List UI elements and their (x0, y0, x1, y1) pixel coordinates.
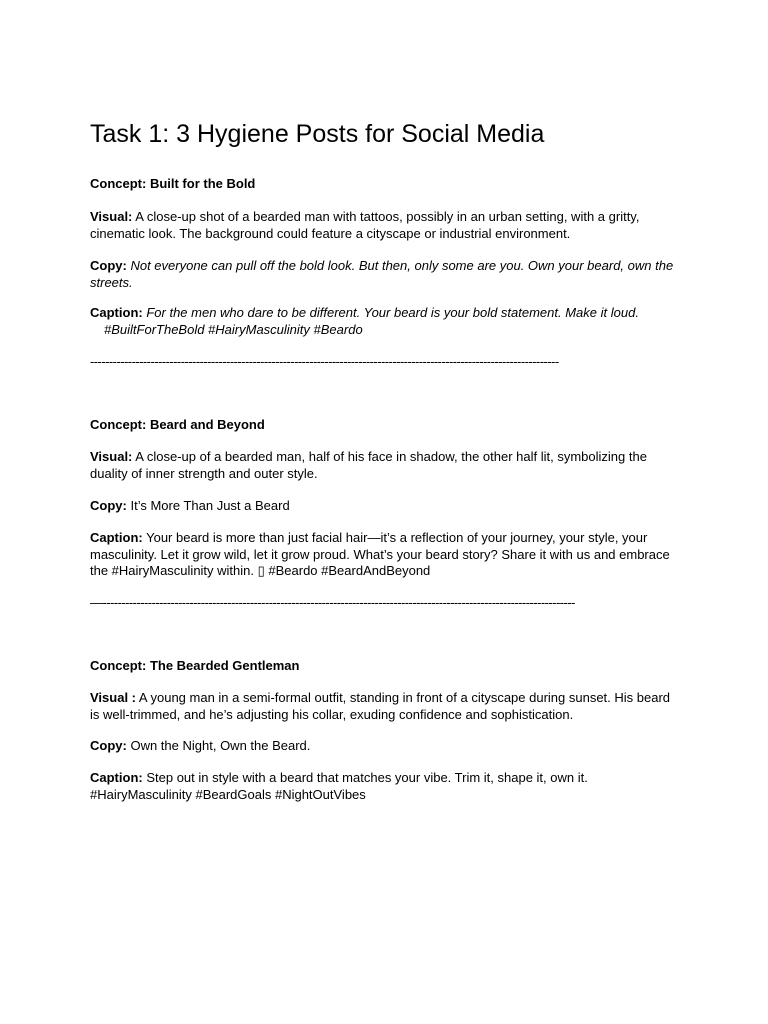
concept-label: Concept: Built for the Bold (90, 176, 256, 191)
copy-text: Not everyone can pull off the bold look. But then, only some are you. Own your beard, own the streets. (90, 258, 674, 290)
copy-label: Copy: (90, 738, 127, 753)
post-3-copy (90, 738, 680, 755)
post-2-caption (90, 530, 680, 580)
post-2-visual (90, 449, 680, 482)
section-divider: ---------------------------------------------------------------------------------------------------------------------------- (90, 354, 559, 369)
visual-label: Visual: (90, 209, 133, 224)
post-3-concept (90, 658, 680, 675)
copy-label: Copy: (90, 258, 127, 273)
post-2-copy (90, 498, 680, 515)
caption-text: For the men who dare to be different. Your beard is your bold statement. Make it loud. (146, 305, 639, 320)
post-1-copy (90, 258, 680, 291)
caption-label: Caption: (90, 305, 143, 320)
visual-text: A close-up shot of a bearded man with tattoos, possibly in an urban setting, with a gritty, cinematic look. The background could feature a cityscape or industrial environment. (90, 209, 640, 241)
visual-text: A young man in a semi-formal outfit, standing in front of a cityscape during sunset. His beard is well-trimmed, and he’s adjusting his collar, exuding confidence and sophistication. (90, 690, 671, 722)
post-1-concept (90, 176, 680, 193)
document-title: Task 1: 3 Hygiene Posts for Social Media (90, 120, 545, 148)
copy-text: It’s More Than Just a Beard (130, 498, 290, 513)
copy-text: Own the Night, Own the Beard. (130, 738, 311, 753)
visual-text: A close-up of a bearded man, half of his face in shadow, the other half lit, symbolizing the duality of inner strength and outer style. (90, 449, 647, 481)
post-3-visual (90, 690, 680, 723)
post-1-visual (90, 209, 680, 242)
caption-hashtags: #BuiltForTheBold #HairyMasculinity #Beardo (104, 321, 363, 337)
concept-label: Concept: Beard and Beyond (90, 417, 265, 432)
visual-label: Visual: (90, 449, 133, 464)
caption-text: Step out in style with a beard that matches your vibe. Trim it, shape it, own it. (146, 770, 588, 785)
post-3-caption (90, 770, 680, 803)
caption-hashtags: #HairyMasculinity #BeardGoals #NightOutVibes (90, 786, 366, 802)
caption-text: Your beard is more than just facial hair—it’s a reflection of your journey, your style, your masculinity. Let it grow wild, let it grow proud. What’s your beard story? Share it with us and embrace the #HairyMasculinity within. ▯ #Beardo #BeardAndBeyond (90, 530, 670, 578)
post-1-caption (90, 305, 680, 338)
section-divider: —----------------------------------------------------------------------------------------------------------------------------- (90, 595, 575, 610)
concept-label: Concept: The Bearded Gentleman (90, 658, 300, 673)
copy-label: Copy: (90, 498, 127, 513)
caption-label: Caption: (90, 530, 143, 545)
caption-label: Caption: (90, 770, 143, 785)
post-2-concept (90, 417, 680, 434)
visual-label: Visual : (90, 690, 137, 705)
